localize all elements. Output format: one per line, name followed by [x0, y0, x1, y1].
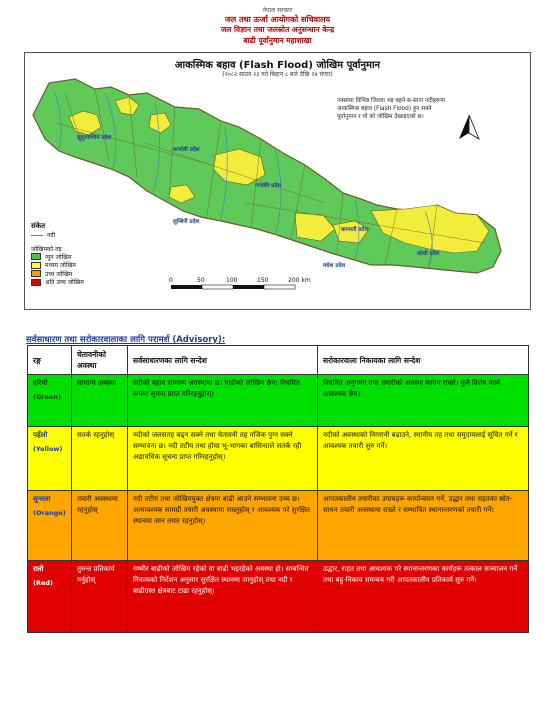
province-koshi: कोशी प्रदेश — [417, 251, 440, 257]
status-yellow: सतर्क रहनुहोस् — [72, 427, 128, 491]
legend-title: संकेत — [31, 222, 46, 230]
map-legend — [31, 222, 141, 287]
legend-river: नदी — [31, 231, 141, 240]
level-green: हरियो (Green) — [28, 375, 72, 427]
public-orange: नदी तटीय तथा जोखिमयुक्त क्षेत्रमा बाढी आउने सम्भावना उच्च छ। अत्यावश्यक सामग्री तयारी अवस्थामा राख्नुहोस् र आवश्यक परे सुरक्षित स्थानमा जान तयार रहनुहोस्। — [128, 491, 318, 561]
public-yellow: नदीको जलसतह बढ्न सक्ने तथा चेतावनी तह नजिक पुग्न सक्ने सम्भावना छ। नदी तटीय तथा होचा भू-भागका बासिन्दाले सतर्क रही अद्यावधिक सूचना प्राप्त गरिरहनुहोस्। — [128, 427, 318, 491]
map-title: आकस्मिक बहाव (Flash Flood) जोखिम पूर्वानुमान — [174, 60, 381, 71]
gov-title: नेपाल सरकार — [262, 7, 293, 14]
status-orange: तयारी अवस्थामा रहनुहोस् — [72, 491, 128, 561]
scale-label-200: 200 km — [288, 277, 311, 284]
level-red: रातो (Red) — [28, 561, 72, 633]
header-public: सर्वसाधारणका लागि सन्देश — [128, 346, 318, 375]
table-row-orange — [28, 491, 529, 561]
level-yellow: पहेंलो (Yellow) — [28, 427, 72, 491]
province-gandaki: गण्डकी प्रदेश — [255, 183, 282, 189]
status-green: सामान्य अवस्था — [72, 375, 128, 427]
division-title: बाढी पूर्वानुमान महाशाखा — [243, 36, 312, 45]
province-sudurpaschim: सुदूरपश्चिम प्रदेश — [77, 135, 112, 141]
flash-flood-map — [24, 52, 531, 310]
scale-label-100: 100 — [226, 277, 238, 284]
scale-label-0: 0 — [169, 277, 173, 284]
center-title: जल विज्ञान तथा जलस्रोत अनुसन्धान केन्द्र — [220, 25, 335, 34]
advisory-table — [27, 345, 529, 633]
agency-yellow: नदीको अवस्थाको निगरानी बढाउने, स्थानीय तह तथा समुदायलाई सूचित गर्ने र आवश्यक तयारी सुरु गर्ने। — [318, 427, 529, 491]
province-bagmati: बागमती प्रदेश — [341, 227, 369, 233]
legend-very-high: अति उच्च जोखिम — [31, 278, 141, 287]
secretariat-title: जल तथा ऊर्जा आयोगको सचिवालय — [224, 15, 331, 24]
scale-label-50: 50 — [197, 277, 205, 284]
header-status: चेतावनीको अवस्था — [72, 346, 128, 375]
public-red: गम्भीर बाढीको जोखिम रहेको वा बाढी भइरहेको अवस्था हो। सम्बन्धित निकायको निर्देशन अनुसार सुरक्षित स्थानमा जानुहोस् तथा नदी र बाढीग्रस्त क्षेत्रबाट टाढा रहनुहोस्। — [128, 561, 318, 633]
table-row-green — [28, 375, 529, 427]
table-row-red — [28, 561, 529, 633]
table-header-row — [28, 346, 529, 375]
scale-bar — [171, 285, 295, 289]
header-color: रङ्ग — [28, 346, 72, 375]
advisory-title: सर्वसाधारण तथा सरोकारवालाका लागि परामर्श (Advisory): — [26, 335, 226, 345]
map-note: नक्सामा विभिन्न जिल्ला भइ बहने स-साना नदीहरूमा आकस्मिक बहाव (Flash Flood) हुन सक्ने पूर्वानुमान र यो को जोखिम देखाइएको छ। — [337, 98, 446, 120]
header-agency: सरोकारवाला निकायका लागि सन्देश — [318, 346, 529, 375]
province-lumbini: लुम्बिनी प्रदेश — [173, 219, 200, 225]
agency-green: नियमित अनुगमन तथा तयारीको अवस्था कायम राख्ने। कुनै विशेष कार्य आवश्यक छैन। — [318, 375, 529, 427]
agency-orange: आपतकालीन तयारीका उपायहरू कार्यान्वयन गर्ने, उद्धार तथा राहतका स्रोत-साधन तयारी अवस्थामा राख्ने र सम्भावित स्थानान्तरणको तयारी गर्ने। — [318, 491, 529, 561]
province-karnali: कर्णाली प्रदेश — [173, 147, 200, 153]
north-arrow-icon — [459, 115, 479, 139]
level-orange: सुन्तला (Orange) — [28, 491, 72, 561]
legend-risk-title: जोखिमको तह — [31, 245, 62, 253]
table-row-yellow — [28, 427, 529, 491]
province-madhesh: मधेश प्रदेश — [323, 263, 346, 269]
legend-medium: मध्यम जोखिम — [31, 261, 141, 270]
scale-label-150: 150 — [257, 277, 269, 284]
agency-red: उद्धार, राहत तथा आवश्यक परे स्थानान्तरणका कार्यहरू तत्काल सञ्चालन गर्ने तथा बहु-निकाय समन्वय गरी आपतकालीन प्रतिकार्य सुरु गर्ने। — [318, 561, 529, 633]
public-green: नदीको बहाव सामान्य अवस्थामा छ। बाढीको जोखिम छैन। नियमित रूपमा सूचना प्राप्त गरिरहनुहोस्। — [128, 375, 318, 427]
legend-low: न्यून जोखिम — [31, 253, 141, 262]
map-subtitle: (२०८२ साउन २३ गते बिहान ८ बजे देखि २४ घण्टा) — [222, 71, 333, 78]
status-red: तुरुन्त प्रतिकार्य गर्नुहोस् — [72, 561, 128, 633]
legend-high: उच्च जोखिम — [31, 270, 141, 279]
